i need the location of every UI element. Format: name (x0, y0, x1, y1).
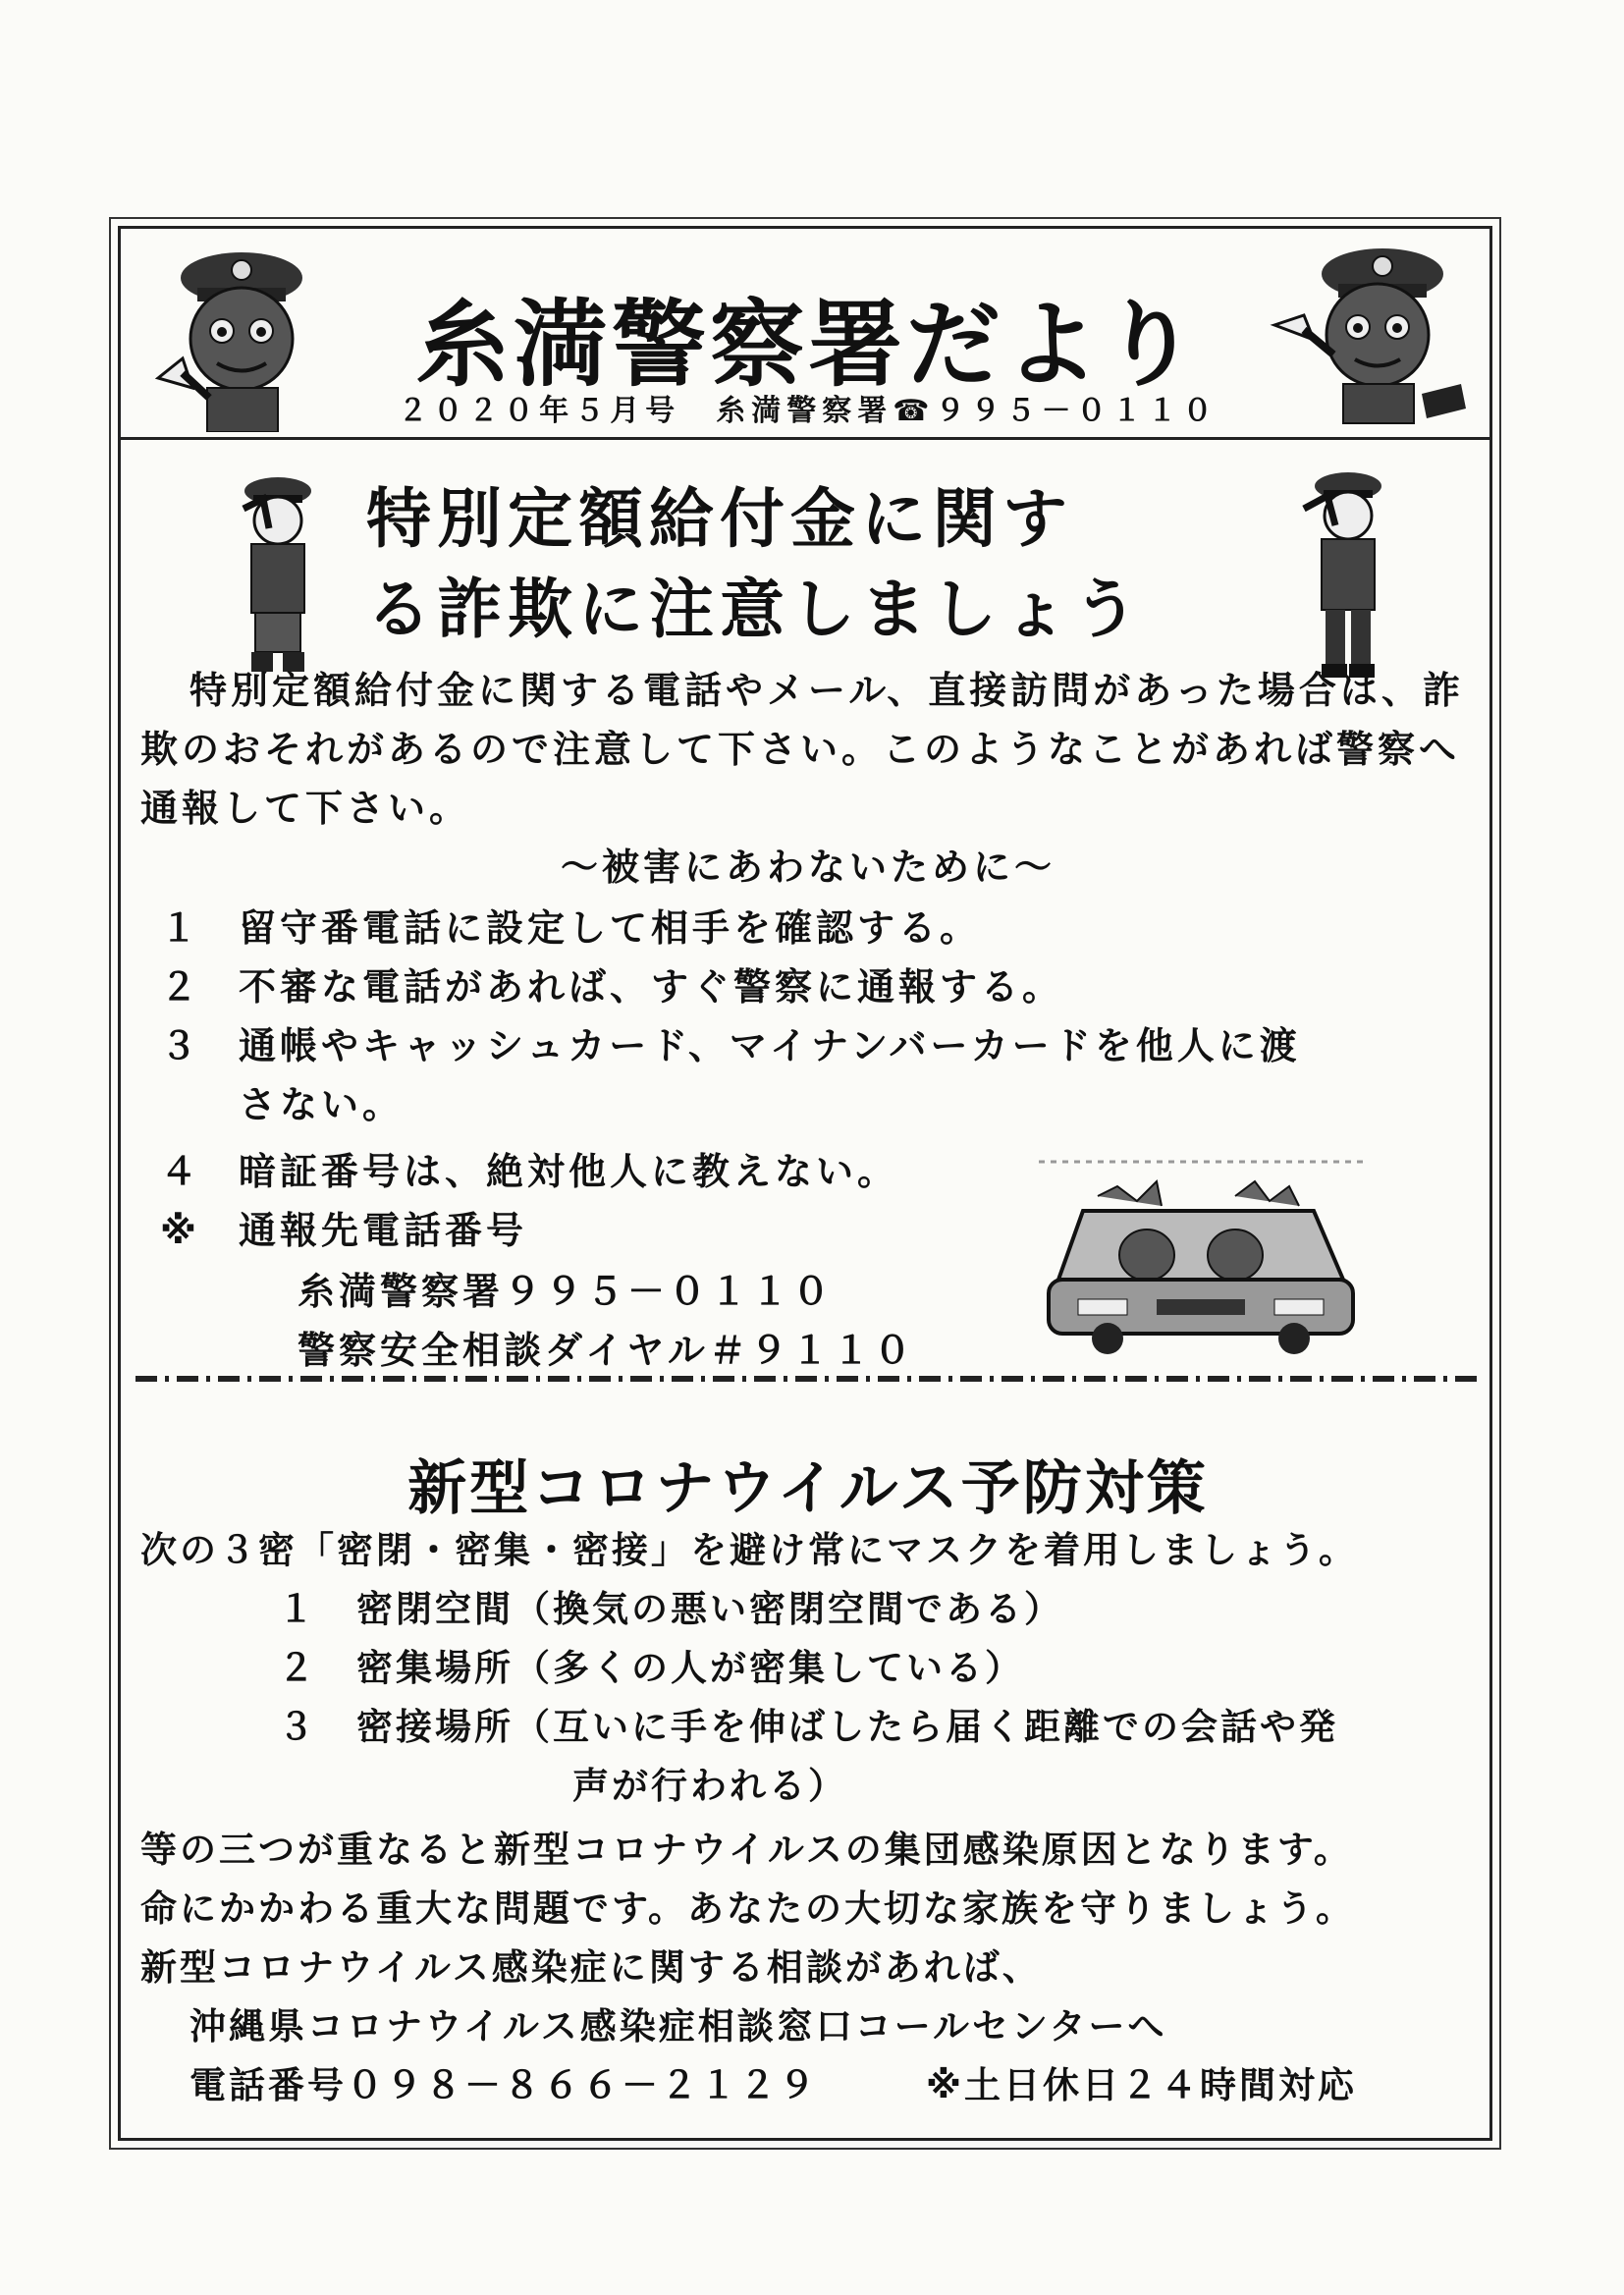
call-center-hours: ※土日休日２４時間対応 (926, 2064, 1357, 2106)
fraud-item-text: 留守番電話に設定して相手を確認する。 (239, 906, 982, 950)
shisa-police-mascot-left-icon (138, 241, 345, 432)
newsletter-header (121, 229, 1489, 440)
fraud-list-item (121, 957, 1495, 1016)
corona-item-3-continuation: 声が行われる） (572, 1765, 847, 1807)
corona-item-text: 密集場所（多くの人が密集している） (356, 1647, 1024, 1689)
fraud-item-text: 暗証番号は、絶対他人に教えない。 (239, 1150, 899, 1193)
fraud-title-line-2: る詐欺に注意しましょう (366, 572, 1144, 647)
fraud-list-item (121, 899, 1495, 957)
saluting-officer-left-icon (214, 469, 342, 676)
corona-item-text: 密閉空間（換気の悪い密閉空間である） (356, 1588, 1063, 1630)
fraud-title-line-1: 特別定額給付金に関す (366, 481, 1073, 557)
fraud-section-title (366, 474, 1328, 655)
contact-line (121, 1321, 1004, 1380)
corona-warning-line: 新型コロナウイルス感染症に関する相談があれば、 (140, 1946, 1042, 1989)
fraud-item-text: 通帳やキャッシュカード、マイナンバーカードを他人に渡 (239, 1024, 1301, 1067)
fraud-list-item (121, 1075, 1495, 1134)
fraud-subheading: ～被害にあわないために～ (560, 846, 1056, 889)
corona-item-number: ２ (278, 1647, 317, 1689)
fraud-item-number: １ (160, 906, 202, 950)
fraud-item-number: ４ (160, 1150, 202, 1193)
fraud-item-text: さない。 (239, 1083, 405, 1126)
contact-line (121, 1262, 1004, 1321)
corona-lead: 次の３密「密閉・密集・密接」を避け常にマスクを着用しましょう。 (140, 1529, 1358, 1571)
police-consultation-dial: 警察安全相談ダイヤル＃９１１０ (298, 1329, 915, 1372)
fraud-list-item (121, 1016, 1495, 1075)
fraud-list-item (121, 1142, 1004, 1201)
corona-item-number: ３ (278, 1706, 317, 1748)
issue-and-phone: ２０２０年５月号 糸満警察署☎９９５－０１１０ (398, 394, 1218, 428)
newsletter-frame (118, 226, 1492, 2141)
fraud-item-number: ３ (160, 1024, 202, 1067)
fraud-item-text: 通報先電話番号 (239, 1209, 528, 1252)
call-center-line: 沖縄県コロナウイルス感染症相談窓口コールセンターへ (189, 2005, 1167, 2048)
corona-section-title: 新型コロナウイルス予防対策 (407, 1454, 1209, 1523)
newsletter-title: 糸満警察署だより (415, 290, 1201, 400)
corona-warning-line: 等の三つが重なると新型コロナウイルスの集団感染原因となります。 (140, 1829, 1353, 1871)
section-divider (135, 1376, 1481, 1382)
fraud-item-number: ２ (160, 965, 202, 1009)
fraud-item-number: ※ (160, 1209, 200, 1252)
corona-item-text: 密接場所（互いに手を伸ばしたら届く距離での会話や発 (356, 1706, 1338, 1748)
itoman-police-phone: 糸満警察署９９５－０１１０ (298, 1270, 835, 1313)
fraud-intro-paragraph: 特別定額給付金に関する電話やメール、直接訪問があった場合は、詐欺のおそれがあるので注意して下さい。このようなことがあれば警察へ通報して下さい。 (140, 669, 1464, 830)
fraud-list-item (121, 1201, 1004, 1260)
corona-warning-line: 命にかかわる重大な問題です。あなたの大切な家族を守りましょう。 (140, 1887, 1356, 1930)
fraud-item-text: 不審な電話があれば、すぐ警察に通報する。 (239, 965, 1064, 1009)
shisa-police-mascot-right-icon (1265, 237, 1486, 433)
call-center-phone: 電話番号０９８－８６６－２１２９ (189, 2064, 818, 2106)
corona-item-number: １ (278, 1588, 317, 1630)
police-car-illustration-icon (1039, 1152, 1363, 1358)
